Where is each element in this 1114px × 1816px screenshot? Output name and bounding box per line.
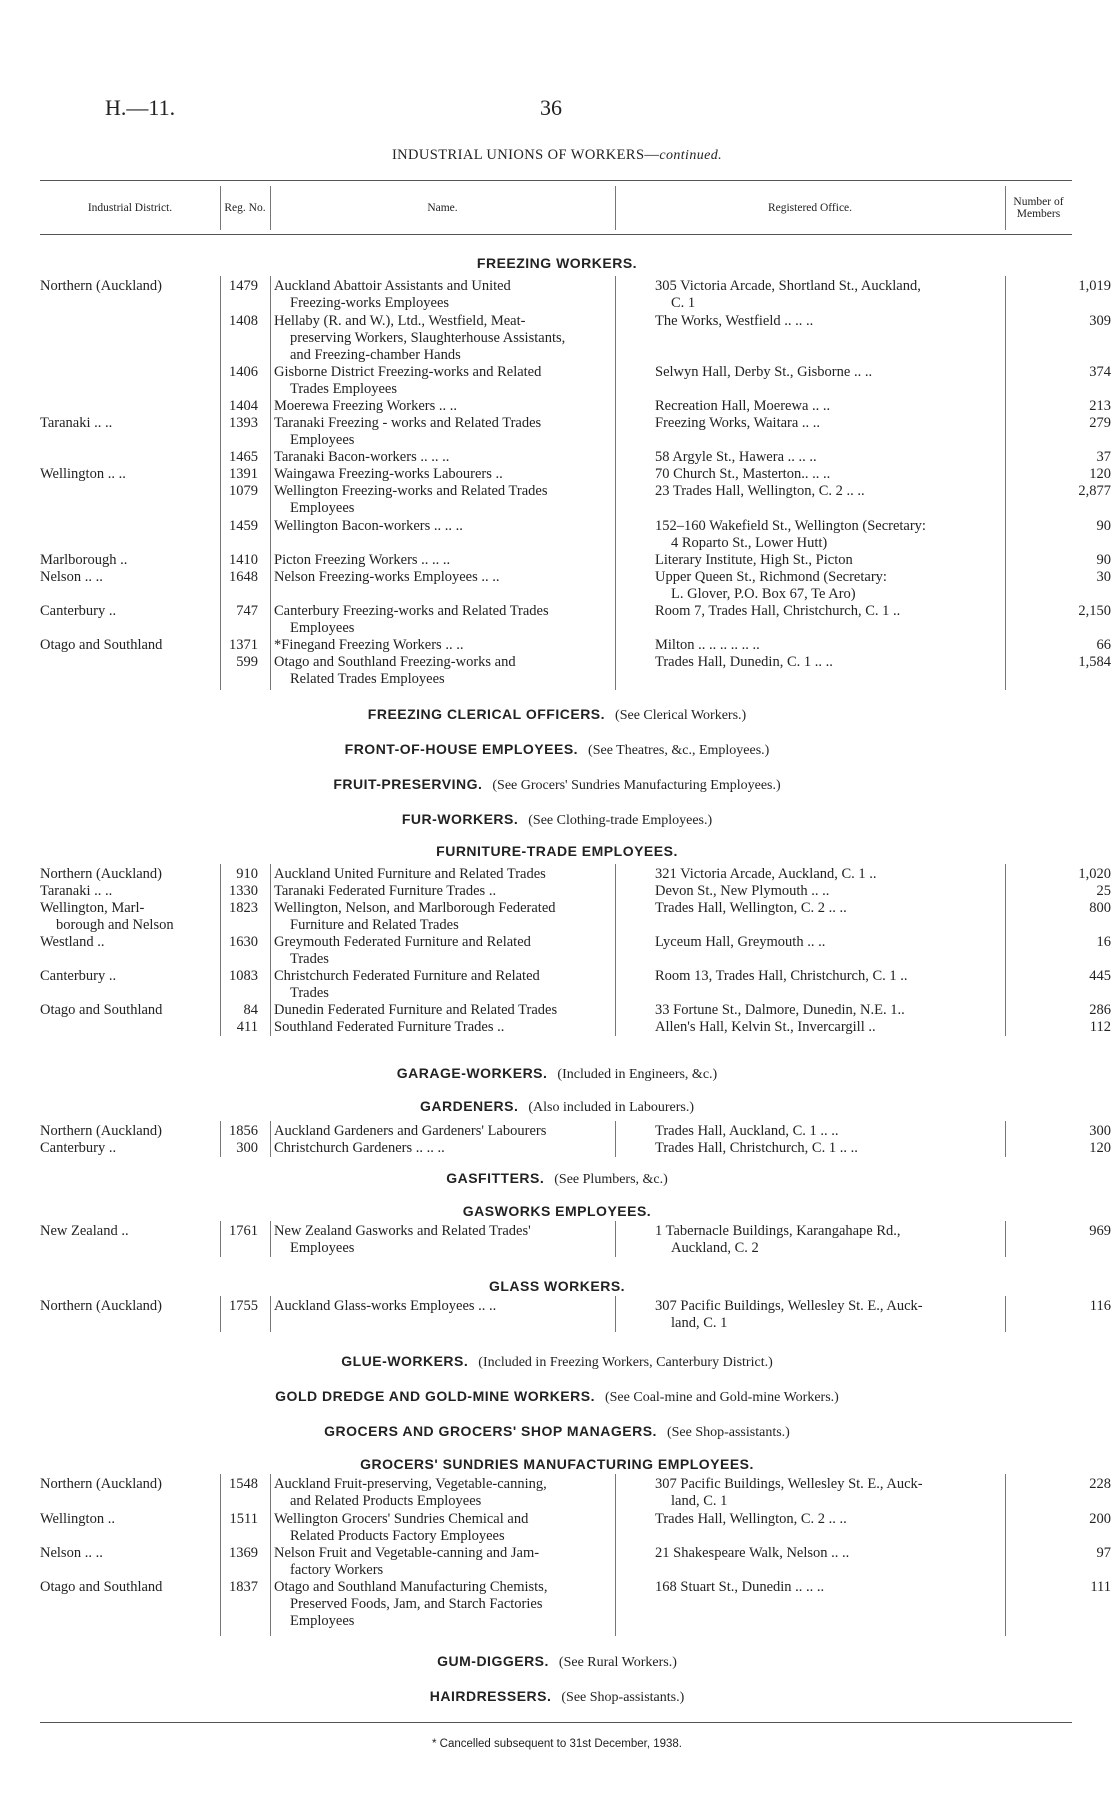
section-heading (0, 1203, 1114, 1221)
member-count: 25 (1096, 883, 1111, 899)
industrial-district: Northern (Auckland) (40, 866, 162, 882)
registration-number: 1837 (229, 1579, 258, 1595)
page-title: INDUSTRIAL UNIONS OF WORKERS—continued. (391, 147, 723, 163)
column-divider (220, 1296, 221, 1332)
union-name: Auckland Gardeners and Gardeners' Labourers (274, 1123, 547, 1139)
registered-office: 21 Shakespeare Walk, Nelson .. .. (655, 1545, 850, 1561)
section-title: HAIRDRESSERS. (429, 1688, 552, 1704)
registered-office: 307 Pacific Buildings, Wellesley St. E., Auck- land, C. 1 (655, 1298, 923, 1331)
industrial-district: Otago and Southland (40, 1579, 163, 1595)
registration-number: 1856 (229, 1123, 258, 1139)
registered-office: 58 Argyle St., Hawera .. .. .. (655, 449, 817, 465)
registration-number: 1330 (229, 883, 258, 899)
registered-office: Trades Hall, Christchurch, C. 1 .. .. (655, 1140, 858, 1156)
column-divider (615, 276, 616, 690)
section-note: (See Clerical Workers.) (615, 708, 747, 723)
member-count: 97 (1096, 1545, 1111, 1561)
union-name: Picton Freezing Workers .. .. .. (274, 552, 451, 568)
member-count: 66 (1096, 637, 1111, 653)
section-title: FRONT-OF-HOUSE EMPLOYEES. (344, 741, 579, 757)
industrial-district: Wellington .. (40, 1511, 115, 1527)
section-heading (0, 1688, 1114, 1706)
industrial-district: Otago and Southland (40, 637, 163, 653)
industrial-district: New Zealand .. (40, 1223, 129, 1239)
column-divider (1005, 864, 1006, 1036)
union-name: Taranaki Federated Furniture Trades .. (274, 883, 497, 899)
member-count: 800 (1089, 900, 1111, 916)
section-note: (See Coal-mine and Gold-mine Workers.) (604, 1390, 839, 1405)
member-count: 300 (1089, 1123, 1111, 1139)
registration-number: 599 (236, 654, 258, 670)
registration-number: 1371 (229, 637, 258, 653)
registration-number: 1406 (229, 364, 258, 380)
section-title: GLASS WORKERS. (488, 1278, 626, 1294)
registered-office: Trades Hall, Dunedin, C. 1 .. .. (655, 654, 833, 670)
registration-number: 1648 (229, 569, 258, 585)
registered-office: Selwyn Hall, Derby St., Gisborne .. .. (655, 364, 873, 380)
registration-number: 300 (236, 1140, 258, 1156)
union-name: Greymouth Federated Furniture and Related Trades (274, 934, 531, 967)
column-divider (615, 1474, 616, 1636)
footnote-rule (40, 1722, 1072, 1723)
union-name: Wellington Freezing-works and Related Trades Employees (274, 483, 548, 516)
section-title: GUM-DIGGERS. (437, 1653, 549, 1669)
member-count: 2,877 (1078, 483, 1111, 499)
member-count: 37 (1096, 449, 1111, 465)
registration-number: 1548 (229, 1476, 258, 1492)
column-divider (615, 864, 616, 1036)
union-name: *Finegand Freezing Workers .. .. (274, 637, 464, 653)
union-name: Auckland United Furniture and Related Trades (274, 866, 546, 882)
union-name: Wellington Grocers' Sundries Chemical and Related Products Factory Employees (274, 1511, 529, 1544)
section-heading (0, 1456, 1114, 1474)
member-count: 279 (1089, 415, 1111, 431)
section-heading (0, 1388, 1114, 1406)
member-count: 1,020 (1078, 866, 1111, 882)
col-district: Industrial District. (87, 202, 173, 214)
section-heading (0, 1170, 1114, 1188)
col-reg: Reg. No. (224, 202, 266, 214)
series-code: H.—11. (105, 95, 176, 120)
industrial-district: Wellington .. .. (40, 466, 126, 482)
registered-office: 152–160 Wakefield St., Wellington (Secretary: 4 Roparto St., Lower Hutt) (655, 518, 926, 551)
table-header-rule (40, 234, 1072, 235)
member-count: 309 (1089, 313, 1111, 329)
member-count: 374 (1089, 364, 1111, 380)
member-count: 1,584 (1078, 654, 1111, 670)
section-heading (0, 741, 1114, 759)
registered-office: 307 Pacific Buildings, Wellesley St. E., Auck- land, C. 1 (655, 1476, 923, 1509)
member-count: 1,019 (1078, 278, 1111, 294)
union-name: Auckland Fruit-preserving, Vegetable-canning, and Related Products Employees (274, 1476, 547, 1509)
section-note: (Included in Engineers, &c.) (557, 1067, 718, 1082)
registered-office: 321 Victoria Arcade, Auckland, C. 1 .. (655, 866, 877, 882)
registered-office: 305 Victoria Arcade, Shortland St., Auckland, C. 1 (655, 278, 921, 311)
column-divider (1005, 1296, 1006, 1332)
registered-office: 23 Trades Hall, Wellington, C. 2 .. .. (655, 483, 865, 499)
member-count: 200 (1089, 1511, 1111, 1527)
section-title: FUR-WORKERS. (401, 811, 519, 827)
section-title: GOLD DREDGE AND GOLD-MINE WORKERS. (275, 1388, 595, 1404)
registered-office: Devon St., New Plymouth .. .. (655, 883, 830, 899)
member-count: 16 (1096, 934, 1111, 950)
registration-number: 1823 (229, 900, 258, 916)
member-count: 445 (1089, 968, 1111, 984)
industrial-district: Northern (Auckland) (40, 1476, 162, 1492)
col-members: Number of Members (1013, 196, 1064, 220)
column-divider (220, 1221, 221, 1257)
industrial-district: Nelson .. .. (40, 569, 103, 585)
member-count: 112 (1089, 1019, 1111, 1035)
registered-office: Trades Hall, Wellington, C. 2 .. .. (655, 900, 847, 916)
union-name: Gisborne District Freezing-works and Related Trades Employees (274, 364, 542, 397)
registration-number: 411 (236, 1019, 258, 1035)
column-divider (270, 864, 271, 1036)
registration-number: 1761 (229, 1223, 258, 1239)
section-heading (0, 1065, 1114, 1083)
registration-number: 1459 (229, 518, 258, 534)
section-note: (See Shop-assistants.) (561, 1690, 685, 1705)
section-note: (Included in Freezing Workers, Canterbury District.) (478, 1355, 773, 1370)
section-heading (0, 811, 1114, 829)
col-name: Name. (427, 202, 458, 214)
registered-office: Recreation Hall, Moerewa .. .. (655, 398, 831, 414)
section-heading (0, 843, 1114, 861)
table-top-rule (40, 180, 1072, 181)
col-office: Registered Office. (767, 202, 853, 214)
union-name: Hellaby (R. and W.), Ltd., Westfield, Meat- preserving Workers, Slaughterhouse Assistants, and Freezing-chamber Hands (274, 313, 566, 363)
industrial-district: Northern (Auckland) (40, 1123, 162, 1139)
section-note: (See Clothing-trade Employees.) (528, 813, 713, 828)
section-heading (0, 1098, 1114, 1116)
industrial-district: Marlborough .. (40, 552, 128, 568)
union-name: Canterbury Freezing-works and Related Trades Employees (274, 603, 549, 636)
registered-office: Freezing Works, Waitara .. .. (655, 415, 821, 431)
section-heading (0, 706, 1114, 724)
member-count: 120 (1089, 466, 1111, 482)
registration-number: 1479 (229, 278, 258, 294)
column-divider (1005, 1121, 1006, 1157)
column-divider (615, 1296, 616, 1332)
registration-number: 1393 (229, 415, 258, 431)
registered-office: The Works, Westfield .. .. .. (655, 313, 814, 329)
registered-office: Allen's Hall, Kelvin St., Invercargill .. (655, 1019, 876, 1035)
industrial-district: Nelson .. .. (40, 1545, 103, 1561)
member-count: 969 (1089, 1223, 1111, 1239)
member-count: 228 (1089, 1476, 1111, 1492)
registration-number: 1408 (229, 313, 258, 329)
section-heading (0, 776, 1114, 794)
section-title: FREEZING CLERICAL OFFICERS. (367, 706, 606, 722)
union-name: Taranaki Freezing - works and Related Trades Employees (274, 415, 542, 448)
column-divider (220, 864, 221, 1036)
registered-office: Room 7, Trades Hall, Christchurch, C. 1 .. (655, 603, 901, 619)
column-divider (270, 186, 271, 230)
industrial-district: Taranaki .. .. (40, 415, 113, 431)
column-divider (1005, 1474, 1006, 1636)
section-title: GROCERS AND GROCERS' SHOP MANAGERS. (324, 1423, 657, 1439)
member-count: 30 (1096, 569, 1111, 585)
union-name: Dunedin Federated Furniture and Related Trades (274, 1002, 558, 1018)
industrial-district: Westland .. (40, 934, 105, 950)
union-name: Auckland Glass-works Employees .. .. (274, 1298, 497, 1314)
industrial-district: Wellington, Marl- borough and Nelson (40, 900, 174, 933)
section-title: FURNITURE-TRADE EMPLOYEES. (436, 843, 678, 859)
section-note: (See Shop-assistants.) (666, 1425, 790, 1440)
section-note: (Also included in Labourers.) (528, 1100, 694, 1115)
section-title: FRUIT-PRESERVING. (333, 776, 483, 792)
industrial-district: Canterbury .. (40, 603, 117, 619)
industrial-district: Northern (Auckland) (40, 1298, 162, 1314)
section-title: GASFITTERS. (446, 1170, 545, 1186)
section-title: GARAGE-WORKERS. (396, 1065, 548, 1081)
column-divider (1005, 186, 1006, 230)
union-name: Auckland Abattoir Assistants and United Freezing-works Employees (274, 278, 511, 311)
section-note: (See Grocers' Sundries Manufacturing Employees.) (492, 778, 781, 793)
registered-office: 33 Fortune St., Dalmore, Dunedin, N.E. 1.. (655, 1002, 905, 1018)
member-count: 90 (1096, 552, 1111, 568)
member-count: 213 (1089, 398, 1111, 414)
union-name: Wellington, Nelson, and Marlborough Federated Furniture and Related Trades (274, 900, 556, 933)
union-name: Moerewa Freezing Workers .. .. (274, 398, 457, 414)
column-divider (1005, 276, 1006, 690)
industrial-district: Canterbury .. (40, 1140, 117, 1156)
member-count: 286 (1089, 1002, 1111, 1018)
union-name: Otago and Southland Freezing-works and Related Trades Employees (274, 654, 516, 687)
registration-number: 84 (243, 1002, 258, 1018)
section-title: GROCERS' SUNDRIES MANUFACTURING EMPLOYEES. (360, 1456, 754, 1472)
section-title: GASWORKS EMPLOYEES. (462, 1203, 652, 1219)
column-divider (220, 186, 221, 230)
industrial-district: Otago and Southland (40, 1002, 163, 1018)
registered-office: Room 13, Trades Hall, Christchurch, C. 1 .. (655, 968, 908, 984)
registered-office: 70 Church St., Masterton.. .. .. (655, 466, 831, 482)
column-divider (270, 1221, 271, 1257)
section-title: GARDENERS. (420, 1098, 519, 1114)
registered-office: Milton .. .. .. .. .. .. (655, 637, 760, 653)
footnote: * Cancelled subsequent to 31st December, 1938. (432, 1738, 682, 1750)
column-divider (270, 1474, 271, 1636)
industrial-district: Northern (Auckland) (40, 278, 162, 294)
registration-number: 1079 (229, 483, 258, 499)
union-name: New Zealand Gasworks and Related Trades' Employees (274, 1223, 531, 1256)
union-name: Christchurch Gardeners .. .. .. (274, 1140, 445, 1156)
section-note: (See Rural Workers.) (558, 1655, 677, 1670)
registered-office: Lyceum Hall, Greymouth .. .. (655, 934, 826, 950)
section-heading (0, 1423, 1114, 1441)
member-count: 2,150 (1078, 603, 1111, 619)
registration-number: 1391 (229, 466, 258, 482)
registered-office: 1 Tabernacle Buildings, Karangahape Rd., Auckland, C. 2 (655, 1223, 901, 1256)
member-count: 90 (1096, 518, 1111, 534)
column-divider (270, 276, 271, 690)
union-name: Wellington Bacon-workers .. .. .. (274, 518, 463, 534)
column-divider (1005, 1221, 1006, 1257)
registration-number: 1511 (229, 1511, 258, 1527)
member-count: 116 (1089, 1298, 1111, 1314)
member-count: 120 (1089, 1140, 1111, 1156)
page-number: 36 (540, 95, 562, 120)
section-note: (See Theatres, &c., Employees.) (588, 743, 770, 758)
section-heading (0, 255, 1114, 273)
registered-office: 168 Stuart St., Dunedin .. .. .. (655, 1579, 825, 1595)
section-note: (See Plumbers, &c.) (554, 1172, 668, 1187)
section-heading (0, 1278, 1114, 1296)
industrial-district: Canterbury .. (40, 968, 117, 984)
member-count: 111 (1090, 1579, 1111, 1595)
registered-office: Literary Institute, High St., Picton (655, 552, 853, 568)
registration-number: 1755 (229, 1298, 258, 1314)
column-divider (220, 1121, 221, 1157)
section-heading (0, 1653, 1114, 1671)
union-name: Otago and Southland Manufacturing Chemists, Preserved Foods, Jam, and Starch Factories Employees (274, 1579, 548, 1629)
column-divider (220, 1474, 221, 1636)
column-divider (615, 186, 616, 230)
column-divider (270, 1296, 271, 1332)
union-name: Christchurch Federated Furniture and Related Trades (274, 968, 540, 1001)
registration-number: 910 (236, 866, 258, 882)
union-name: Nelson Fruit and Vegetable-canning and Jam- factory Workers (274, 1545, 540, 1578)
union-name: Taranaki Bacon-workers .. .. .. (274, 449, 450, 465)
column-divider (615, 1121, 616, 1157)
column-divider (615, 1221, 616, 1257)
registration-number: 1083 (229, 968, 258, 984)
registration-number: 1410 (229, 552, 258, 568)
registration-number: 1630 (229, 934, 258, 950)
registration-number: 1465 (229, 449, 258, 465)
registered-office: Trades Hall, Auckland, C. 1 .. .. (655, 1123, 839, 1139)
section-heading (0, 1353, 1114, 1371)
registration-number: 1369 (229, 1545, 258, 1561)
registered-office: Trades Hall, Wellington, C. 2 .. .. (655, 1511, 847, 1527)
section-title: GLUE-WORKERS. (341, 1353, 469, 1369)
union-name: Nelson Freezing-works Employees .. .. (274, 569, 500, 585)
column-divider (270, 1121, 271, 1157)
registered-office: Upper Queen St., Richmond (Secretary: L. Glover, P.O. Box 67, Te Aro) (655, 569, 887, 602)
industrial-district: Taranaki .. .. (40, 883, 113, 899)
registration-number: 747 (236, 603, 258, 619)
section-title: FREEZING WORKERS. (476, 255, 638, 271)
union-name: Waingawa Freezing-works Labourers .. (274, 466, 503, 482)
union-name: Southland Federated Furniture Trades .. (274, 1019, 505, 1035)
column-divider (220, 276, 221, 690)
registration-number: 1404 (229, 398, 258, 414)
